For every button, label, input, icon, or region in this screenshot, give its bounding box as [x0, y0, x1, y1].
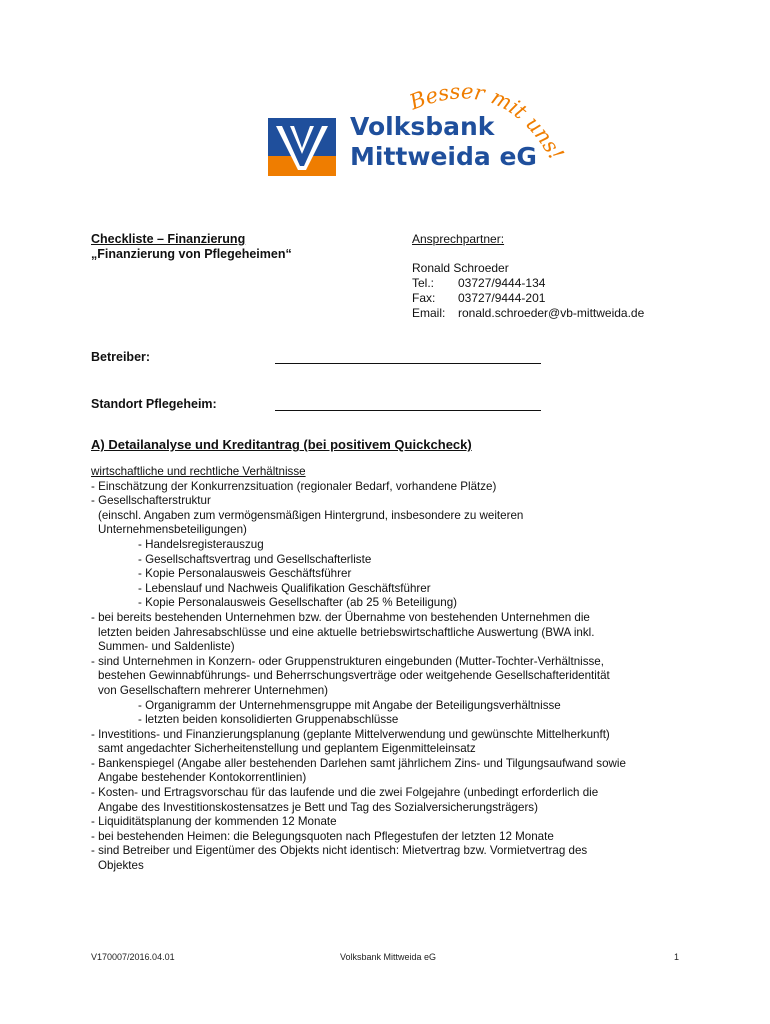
footer-doc-id: V170007/2016.04.01: [91, 952, 175, 962]
list-item-cont: von Gesellschaftern mehrerer Unternehmen): [98, 683, 329, 697]
checklist-body: [91, 465, 691, 874]
list-item: [91, 728, 691, 757]
list-item-cont: (einschl. Angaben zum vermögensmäßigen Hintergrund, insbesondere zu weiteren: [98, 508, 524, 522]
list-item-text: - Investitions- und Finanzierungsplanung (geplante Mittelverwendung und gewünschte Mittelherkunft): [91, 727, 610, 741]
list-item: [91, 786, 691, 815]
bank-name-line1: Volksbank: [350, 112, 495, 141]
list-item: - Einschätzung der Konkurrenzsituation (regionaler Bedarf, vorhandene Plätze): [91, 479, 497, 493]
slogan-text: Besser mit uns!: [406, 79, 569, 165]
volksbank-mark-icon: [268, 118, 336, 176]
nested-item: - Handelsregisterauszug: [138, 537, 264, 551]
nested-item: - Kopie Personalausweis Gesellschafter (ab 25 % Beteiligung): [138, 596, 457, 610]
contact-name: Ronald Schroeder: [412, 261, 509, 275]
contact-email-row: [412, 306, 644, 321]
nested-item: - Kopie Personalausweis Geschäftsführer: [138, 567, 352, 581]
section-heading: A) Detailanalyse und Kreditantrag (bei positivem Quickcheck): [91, 437, 472, 452]
nested-item: - Organigramm der Unternehmensgruppe mit Angabe der Beteiligungsverhältnisse: [138, 698, 561, 712]
fax-label: Fax:: [412, 291, 436, 305]
list-item: [91, 757, 691, 786]
footer-page-number: 1: [674, 952, 680, 962]
svg-text:Besser mit uns!: [405, 79, 568, 164]
list-item: [91, 844, 691, 873]
list-item-text: - bei bereits bestehenden Unternehmen bzw. der Übernahme von bestehenden Unternehmen die: [91, 610, 590, 624]
list-item-cont: Angabe bestehender Kontokorrentlinien): [98, 771, 307, 785]
list-item: - Liquiditätsplanung der kommenden 12 Monate: [91, 815, 337, 829]
footer-bank-name: Volksbank Mittweida eG: [340, 952, 437, 962]
betreiber-label: Betreiber:: [91, 350, 151, 364]
list-item-cont: letzten beiden Jahresabschlüsse und eine aktuelle betriebswirtschaftliche Auswertung (BWA inkl.: [98, 625, 595, 639]
list-item-cont: samt angedachter Sicherheitenstellung und geplantem Eigenmitteleinsatz: [98, 742, 476, 756]
email-value[interactable]: ronald.schroeder@vb-mittweida.de: [458, 306, 645, 320]
list-item: - bei bestehenden Heimen: die Belegungsquoten nach Pflegestufen der letzten 12 Monate: [91, 829, 554, 843]
list-item-cont: Summen- und Saldenliste): [98, 640, 235, 654]
list-item-text: - Kosten- und Ertragsvorschau für das laufende und die zwei Folgejahre (unbedingt erforderlich die: [91, 786, 599, 800]
slogan: [405, 78, 575, 188]
standort-label: Standort Pflegeheim:: [91, 397, 217, 411]
list-item-text: - sind Unternehmen in Konzern- oder Gruppenstrukturen eingebunden (Mutter-Tochter-Verhältnisse,: [91, 654, 604, 668]
list-item: [91, 494, 691, 538]
tel-label: Tel.:: [412, 276, 435, 290]
contact-block: [412, 232, 644, 321]
title-line2: „Finanzierung von Pflegeheimen“: [91, 247, 292, 261]
tel-value: 03727/9444-134: [458, 276, 546, 290]
bank-name-line2: Mittweida eG: [350, 142, 537, 171]
title-line1: Checkliste – Finanzierung: [91, 232, 246, 246]
list-item-cont: Unternehmensbeteiligungen): [98, 523, 247, 537]
checklist-title: [91, 232, 292, 262]
list-item-text: - Bankenspiegel (Angabe aller bestehenden Darlehen samt jährlichem Zins- und Tilgungsaufwand sowie: [91, 756, 626, 770]
contact-fax-row: [412, 291, 644, 306]
list-item-cont: bestehen Gewinnabführungs- und Beherrschungsverträge oder weitgehende Gesellschafteridentität: [98, 669, 610, 683]
list-item-cont: Objektes: [98, 859, 144, 873]
nested-item: - Gesellschaftsvertrag und Gesellschafterliste: [138, 552, 372, 566]
contact-title: Ansprechpartner:: [412, 232, 505, 246]
nested-item: - letzten beiden konsolidierten Gruppenabschlüsse: [138, 713, 399, 727]
contact-tel-row: [412, 276, 644, 291]
fax-value: 03727/9444-201: [458, 291, 546, 305]
betreiber-input-line[interactable]: [275, 348, 541, 364]
nested-item: - Lebenslauf und Nachweis Qualifikation Geschäftsführer: [138, 581, 431, 595]
email-label: Email:: [412, 306, 446, 320]
list-item: [91, 611, 691, 655]
list-item-text: - sind Betreiber und Eigentümer des Objekts nicht identisch: Mietvertrag bzw. Vormietvertrag des: [91, 844, 588, 858]
list-item-text: - Gesellschafterstruktur: [91, 494, 211, 508]
list-item: [91, 655, 691, 699]
section-subtitle: wirtschaftliche und rechtliche Verhältnisse: [91, 465, 306, 478]
list-item-cont: Angabe des Investitionskostensatzes je Bett und Tag des Sozialversicherungsträgers): [98, 800, 538, 814]
standort-input-line[interactable]: [275, 395, 541, 411]
